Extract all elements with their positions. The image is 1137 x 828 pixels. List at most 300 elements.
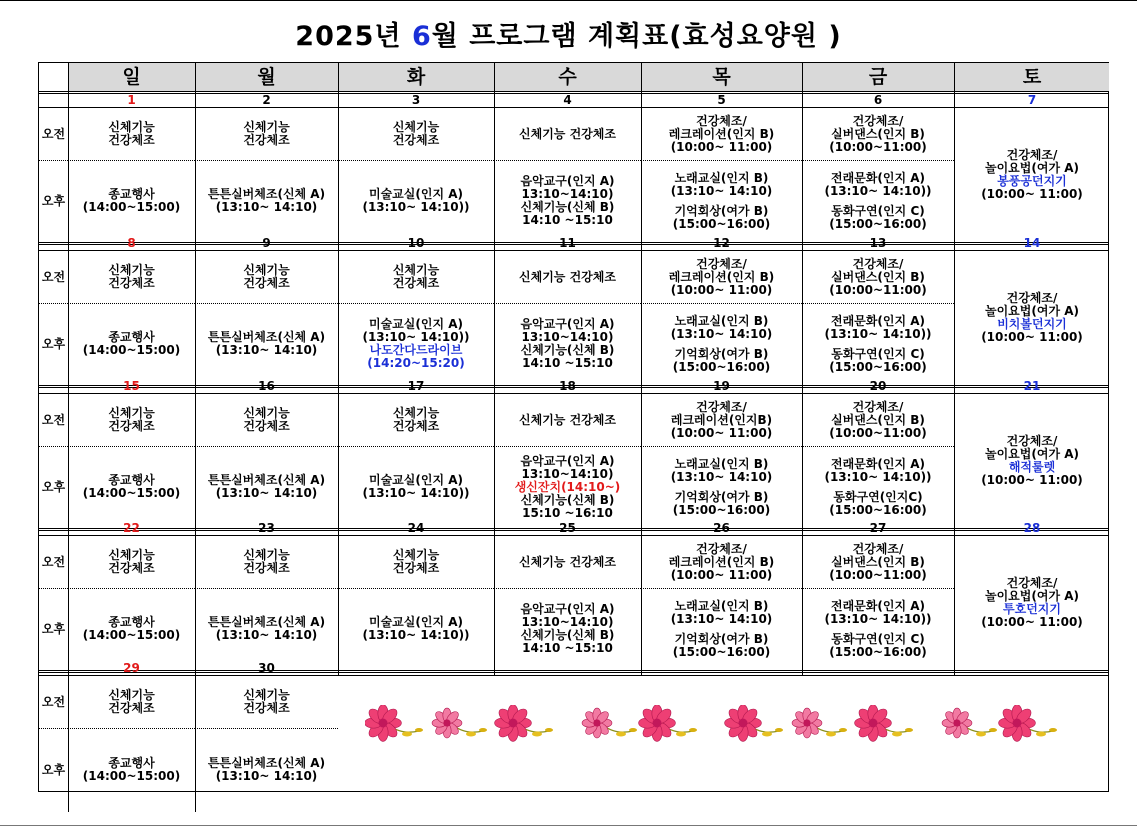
day-header: 월 — [257, 66, 276, 88]
pm-activity — [641, 303, 802, 385]
cell-line: 기억회상(여가 B) — [674, 203, 769, 218]
cell-line: 신체기능 — [392, 548, 440, 562]
column-divider — [494, 378, 495, 393]
cell-line: 건강체조/ — [852, 399, 904, 414]
cell-line: 후 — [53, 480, 66, 494]
cell-line: 건강체조 — [243, 133, 290, 147]
cell-line: 미술교실(인지 A) — [369, 473, 463, 487]
column-divider — [68, 520, 69, 535]
column-divider — [195, 63, 196, 91]
cell-line: 오 — [41, 480, 54, 494]
column-divider — [68, 63, 69, 91]
column-divider — [802, 378, 803, 393]
am-activity — [338, 108, 494, 160]
am-activity — [195, 394, 338, 446]
am-activity — [494, 536, 641, 588]
saturday-game: 해적룰렛 — [1008, 460, 1056, 474]
pm-label — [39, 160, 68, 242]
cell-line: (13:10~ 14:10) — [670, 183, 773, 198]
column-divider — [338, 660, 339, 675]
cell-line: 전 — [53, 555, 66, 569]
schedule-table — [38, 62, 1109, 792]
cell-line: (14:00~15:00) — [82, 200, 181, 214]
date-number: 28 — [1023, 521, 1041, 535]
am-activity — [68, 676, 195, 728]
cell-line: 건강체조/ — [696, 541, 747, 556]
column-divider — [802, 63, 803, 91]
date-number: 6 — [873, 93, 883, 107]
am-label — [39, 251, 68, 303]
cell-line: 신체기능 — [392, 263, 440, 277]
cell-line: 레크레이션(인지 B) — [668, 554, 775, 569]
date-number: 10 — [407, 236, 425, 250]
date-number: 27 — [869, 521, 887, 535]
day-header: 화 — [406, 66, 426, 88]
cell-line: 실버댄스(인지 B) — [831, 126, 925, 141]
special-event: 나도간다드라이브 — [369, 343, 463, 357]
cell-line: (13:10~ 14:10)) — [362, 200, 470, 214]
column-divider — [195, 660, 196, 675]
cell-line: 전 — [53, 413, 66, 427]
pm-activity — [68, 303, 195, 385]
pm-activity — [68, 160, 195, 242]
pm-activity — [338, 303, 494, 385]
cell-line: (14:00~15:00) — [82, 486, 181, 500]
saturday-activity — [954, 536, 1110, 670]
cell-line: (15:00~16:00) — [829, 359, 927, 374]
cell-line: 놀이요법(여가 A) — [985, 161, 1079, 175]
am-activity — [802, 108, 954, 160]
column-divider — [68, 660, 69, 675]
column-divider — [802, 92, 803, 107]
cell-line: 실버댄스(인지 B) — [831, 269, 925, 284]
cell-line: 건강체조/ — [852, 541, 904, 556]
am-label — [39, 394, 68, 446]
am-activity — [68, 251, 195, 303]
cell-line: 신체기능 — [243, 120, 290, 134]
cell-line: (15:00~16:00) — [672, 502, 771, 517]
am-activity — [641, 394, 802, 446]
flower-icon — [942, 708, 972, 738]
cell-line: 동화구연(인지C) — [833, 489, 923, 504]
cell-line: 노래교실(인지 B) — [674, 598, 769, 613]
am-activity — [641, 251, 802, 303]
cell-line: 미술교실(인지 A) — [369, 317, 463, 331]
column-divider — [195, 235, 196, 250]
special-event: (14:20~15:20) — [367, 356, 465, 370]
cell-line: 건강체조/ — [1006, 291, 1058, 305]
date-number: 2 — [262, 93, 271, 107]
date-number: 15 — [123, 379, 140, 393]
date-number: 22 — [123, 521, 140, 535]
cell-line: 오 — [41, 270, 54, 284]
cell-line: (15:00~16:00) — [672, 644, 771, 659]
date-number: 12 — [713, 236, 730, 250]
cell-line: 13:10~14:10) — [521, 466, 614, 481]
cell-line: (13:10~ 14:10) — [215, 200, 318, 214]
column-divider — [195, 520, 196, 535]
cell-line: 신체기능 — [108, 263, 155, 277]
cell-line: 튼튼실버체조(신체 A) — [207, 187, 326, 201]
cell-line: (10:00~ 11:00) — [670, 282, 773, 297]
am-activity — [802, 536, 954, 588]
column-divider — [338, 63, 339, 91]
column-divider — [641, 660, 642, 675]
am-pm-separator — [39, 303, 68, 304]
am-activity — [68, 394, 195, 446]
day-header: 수 — [558, 66, 577, 88]
cell-line: 기억회상(여가 B) — [674, 489, 769, 504]
date-number: 29 — [123, 661, 140, 675]
date-number: 20 — [869, 379, 887, 393]
date-number: 21 — [1023, 379, 1041, 393]
cell-line: 레크레이션(인지 B) — [668, 126, 775, 141]
saturday-game: 비치볼던지기 — [997, 317, 1067, 331]
cell-line: 14:10 ~15:10 — [522, 641, 613, 655]
pm-label — [39, 588, 68, 670]
bottom-rule — [0, 825, 1137, 826]
column-divider — [494, 660, 495, 675]
cell-line: 건강체조 — [108, 133, 155, 147]
cell-line: (13:10~ 14:10) — [215, 769, 318, 783]
cell-line: 전래문화(인지 A) — [831, 170, 925, 185]
cell-line: 전 — [53, 695, 66, 709]
cell-line: (13:10~ 14:10)) — [824, 469, 932, 484]
cell-line: 전래문화(인지 A) — [831, 456, 925, 471]
cell-line: (10:00~ 11:00) — [670, 425, 773, 440]
cell-line: 종교행사 — [108, 615, 155, 629]
flower-icon — [999, 705, 1036, 741]
cell-line: 13:10~14:10) — [521, 330, 614, 344]
cell-line: 동화구연(인지 C) — [831, 203, 925, 218]
am-activity — [494, 394, 641, 446]
cell-line: 종교행사 — [108, 473, 155, 487]
cell-line: (13:10~ 14:10) — [670, 469, 773, 484]
column-divider — [195, 378, 196, 393]
pm-activity — [338, 588, 494, 670]
flower-icon — [639, 705, 676, 741]
date-number: 8 — [127, 236, 136, 250]
flower-icon — [582, 708, 612, 738]
am-activity — [802, 394, 954, 446]
date-number: 19 — [713, 379, 730, 393]
cell-line: 신체기능 건강체조 — [519, 554, 616, 569]
pm-activity — [195, 446, 338, 528]
cell-line: (13:10~ 14:10) — [670, 611, 773, 626]
cell-line: 신체기능 — [108, 406, 155, 420]
page-title: 2025년 6월 프로그램 계획표(효성요양원 ) — [295, 21, 842, 52]
cell-line: (10:00~ 11:00) — [981, 330, 1083, 344]
pm-activity — [641, 160, 802, 242]
pm-activity — [68, 446, 195, 528]
am-activity — [641, 536, 802, 588]
date-number: 3 — [411, 93, 421, 107]
cell-line: 13:10~14:10) — [521, 187, 614, 201]
column-divider — [494, 520, 495, 535]
cell-line: 건강체조 — [392, 561, 440, 575]
cell-line: 건강체조/ — [852, 256, 904, 271]
day-header: 토 — [1022, 66, 1042, 88]
pm-activity — [494, 160, 641, 242]
column-divider — [802, 520, 803, 535]
cell-line: 동화구연(인지 C) — [831, 631, 925, 646]
cell-line: 건강체조/ — [696, 256, 747, 271]
date-number: 14 — [1023, 236, 1041, 250]
date-number: 23 — [258, 521, 275, 535]
cell-line: 신체기능 — [392, 120, 440, 134]
cell-line: 오 — [41, 194, 54, 208]
column-divider — [338, 235, 339, 250]
column-divider — [641, 235, 642, 250]
pm-activity — [802, 446, 954, 528]
cell-line: 음악교구(인지 A) — [520, 317, 615, 331]
column-divider — [802, 660, 803, 675]
date-number: 1 — [127, 93, 136, 107]
pm-activity — [641, 588, 802, 670]
pm-label — [39, 303, 68, 385]
am-activity — [68, 108, 195, 160]
cell-line: 후 — [53, 194, 66, 208]
am-activity — [195, 251, 338, 303]
cell-line: 놀이요법(여가 A) — [985, 447, 1079, 461]
cell-line: (13:10~ 14:10)) — [362, 486, 470, 500]
cell-line: (14:00~15:00) — [82, 343, 181, 357]
cell-line: 13:10~14:10) — [521, 615, 614, 629]
cell-line: 레크레이션(인지B) — [670, 412, 773, 427]
cell-line: 신체기능 — [243, 406, 290, 420]
cell-line: 건강체조/ — [696, 399, 747, 414]
cell-line: 놀이요법(여가 A) — [985, 304, 1079, 318]
pm-activity — [338, 446, 494, 528]
cell-line: 종교행사 — [108, 756, 155, 770]
cell-line: 후 — [53, 763, 66, 777]
am-activity — [338, 536, 494, 588]
am-activity — [338, 251, 494, 303]
cell-line: 오 — [41, 555, 54, 569]
cell-line: (13:10~ 14:10)) — [362, 628, 470, 642]
birthday-event: 생신잔치(14:10~) — [514, 479, 621, 494]
cell-line: 놀이요법(여가 A) — [985, 589, 1079, 603]
am-activity — [641, 108, 802, 160]
pm-activity — [68, 588, 195, 670]
cell-line: 신체기능 — [108, 688, 155, 702]
cell-line: 미술교실(인지 A) — [369, 187, 463, 201]
cell-line: 튼튼실버체조(신체 A) — [207, 615, 326, 629]
am-activity — [338, 394, 494, 446]
cell-line: (15:00~16:00) — [829, 216, 927, 231]
cell-line: (10:00~11:00) — [829, 567, 927, 582]
am-pm-separator — [39, 728, 68, 729]
saturday-activity — [954, 394, 1110, 528]
cell-line: 미술교실(인지 A) — [369, 615, 463, 629]
date-number: 25 — [559, 521, 576, 535]
pm-activity — [68, 728, 195, 812]
cell-line: (13:10~ 14:10)) — [362, 330, 470, 344]
cell-line: 건강체조 — [243, 419, 290, 433]
flower-icon — [495, 705, 532, 741]
day-header: 목 — [712, 66, 731, 88]
cell-line: 신체기능 건강체조 — [519, 412, 616, 427]
cell-line: 신체기능(신체 B) — [520, 343, 615, 357]
am-activity — [195, 536, 338, 588]
flower-icon — [432, 708, 462, 738]
day-header: 일 — [122, 66, 141, 88]
cell-line: 신체기능(신체 B) — [520, 200, 615, 214]
date-number: 17 — [407, 379, 425, 393]
cell-line: 신체기능 — [392, 406, 440, 420]
column-divider — [641, 63, 642, 91]
cell-line: 전래문화(인지 A) — [831, 313, 925, 328]
cell-line: 전래문화(인지 A) — [831, 598, 925, 613]
cell-line: 건강체조 — [108, 419, 155, 433]
cell-line: 튼튼실버체조(신체 A) — [207, 330, 326, 344]
cell-line: 전 — [53, 127, 66, 141]
cell-line: 건강체조 — [108, 701, 155, 715]
top-rule — [0, 0, 1137, 1]
saturday-activity — [954, 108, 1110, 242]
pm-activity — [195, 588, 338, 670]
cell-line: 신체기능 건강체조 — [519, 269, 616, 284]
am-label — [39, 676, 68, 728]
cell-line: 건강체조/ — [1006, 576, 1058, 590]
pm-label — [39, 446, 68, 528]
cell-line: 기억회상(여가 B) — [674, 631, 769, 646]
column-divider — [68, 92, 69, 107]
date-number: 13 — [869, 236, 887, 250]
cell-line: (10:00~ 11:00) — [670, 139, 773, 154]
am-activity — [195, 676, 338, 728]
cell-line: 노래교실(인지 B) — [674, 170, 769, 185]
cell-line: (14:00~15:00) — [82, 628, 181, 642]
column-divider — [338, 92, 339, 107]
cell-line: (10:00~ 11:00) — [981, 187, 1083, 201]
cell-line: 건강체조 — [108, 561, 155, 575]
am-activity — [802, 251, 954, 303]
cell-line: 레크레이션(인지 B) — [668, 269, 775, 284]
cell-line: 음악교구(인지 A) — [520, 174, 615, 188]
am-pm-separator — [39, 588, 68, 589]
pm-activity — [802, 160, 954, 242]
cell-line: (15:00~16:00) — [672, 216, 771, 231]
column-divider — [68, 378, 69, 393]
cell-line: 건강체조 — [392, 133, 440, 147]
pm-activity — [494, 446, 641, 528]
cell-line: 오 — [41, 127, 54, 141]
pm-label — [39, 728, 68, 812]
cell-line: 노래교실(인지 B) — [674, 456, 769, 471]
cell-line: (13:10~ 14:10) — [670, 326, 773, 341]
cell-line: (10:00~ 11:00) — [670, 567, 773, 582]
cell-line: 오 — [41, 763, 54, 777]
column-divider — [954, 235, 955, 250]
cell-line: (15:00~16:00) — [672, 359, 771, 374]
cell-line: 신체기능 — [243, 688, 290, 702]
flower-icon — [855, 705, 892, 741]
date-number: 16 — [258, 379, 275, 393]
cell-line: 전 — [53, 270, 66, 284]
am-activity — [195, 108, 338, 160]
cell-line: 14:10 ~15:10 — [522, 356, 613, 370]
pm-activity — [494, 588, 641, 670]
cell-line: (13:10~ 14:10)) — [824, 326, 932, 341]
day-header: 금 — [868, 66, 888, 88]
cell-line: 기억회상(여가 B) — [674, 346, 769, 361]
date-number: 18 — [559, 379, 576, 393]
cell-line: 신체기능(신체 B) — [520, 492, 615, 507]
cell-line: 동화구연(인지 C) — [831, 346, 925, 361]
cell-line: 건강체조 — [108, 276, 155, 290]
cell-line: 14:10 ~15:10 — [522, 213, 613, 227]
cell-line: 음악교구(인지 A) — [520, 453, 615, 468]
am-activity — [494, 108, 641, 160]
cell-line: 후 — [53, 622, 66, 636]
cell-line: (13:10~ 14:10)) — [824, 183, 932, 198]
date-number: 26 — [713, 521, 730, 535]
cell-line: (10:00~11:00) — [829, 425, 927, 440]
cell-line: (10:00~ 11:00) — [981, 473, 1083, 487]
column-divider — [494, 92, 495, 107]
cell-line: 건강체조 — [243, 276, 290, 290]
date-number: 4 — [563, 93, 572, 107]
pm-activity — [802, 588, 954, 670]
cell-line: 건강체조 — [392, 419, 440, 433]
column-divider — [954, 63, 955, 91]
cell-line: (13:10~ 14:10)) — [824, 611, 932, 626]
saturday-game: 봉풍공던지기 — [997, 174, 1067, 188]
cell-line: 건강체조/ — [696, 113, 747, 128]
cell-line: 노래교실(인지 B) — [674, 313, 769, 328]
column-divider — [954, 660, 955, 675]
am-activity — [494, 251, 641, 303]
flower-icon — [792, 708, 822, 738]
cell-line: 건강체조 — [243, 561, 290, 575]
flower-icon — [365, 705, 401, 741]
cell-line: (13:10~ 14:10) — [215, 486, 318, 500]
column-divider — [494, 63, 495, 91]
cell-line: 오 — [41, 695, 54, 709]
pm-activity — [338, 160, 494, 242]
column-divider — [802, 235, 803, 250]
cell-line: 건강체조 — [392, 276, 440, 290]
date-number: 9 — [262, 236, 271, 250]
cell-line: 실버댄스(인지 B) — [831, 554, 925, 569]
cell-line: (13:10~ 14:10) — [215, 628, 318, 642]
cell-line: 음악교구(인지 A) — [520, 602, 615, 616]
am-pm-separator — [39, 446, 68, 447]
cell-line: (10:00~11:00) — [829, 139, 927, 154]
cell-line: 건강체조/ — [852, 113, 904, 128]
column-divider — [641, 378, 642, 393]
pm-activity — [641, 446, 802, 528]
date-number: 30 — [258, 661, 275, 675]
pm-activity — [195, 728, 338, 812]
column-divider — [641, 92, 642, 107]
cell-line: 오 — [41, 413, 54, 427]
column-divider — [494, 235, 495, 250]
date-number: 5 — [717, 93, 726, 107]
cell-line: (15:00~16:00) — [829, 502, 927, 517]
date-number: 24 — [407, 521, 425, 535]
cell-line: 건강체조 — [243, 701, 290, 715]
pm-activity — [494, 303, 641, 385]
date-number: 7 — [1027, 93, 1037, 107]
cell-line: (13:10~ 14:10) — [215, 343, 318, 357]
flower-icon — [725, 705, 762, 741]
am-label — [39, 108, 68, 160]
cell-line: 튼튼실버체조(신체 A) — [207, 756, 326, 770]
column-divider — [954, 92, 955, 107]
cell-line: 오 — [41, 622, 54, 636]
